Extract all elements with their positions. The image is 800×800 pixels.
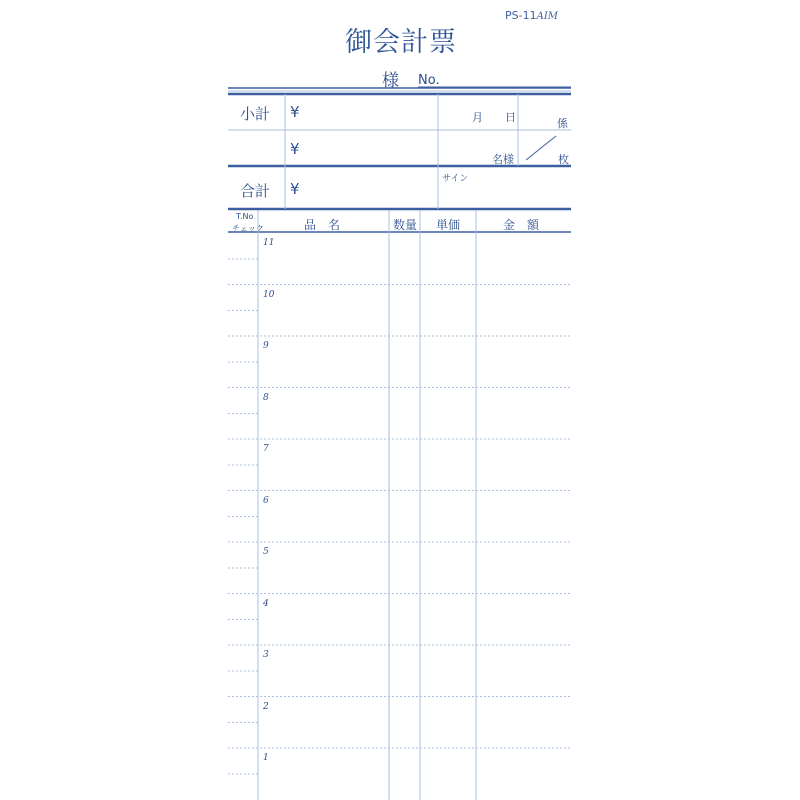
guests-label: 名様 [492,153,514,166]
column-item-name: 品 名 [304,218,341,232]
subtotal-yen: ¥ [290,103,300,121]
month-label: 月 [472,111,483,124]
row-number: 10 [263,289,275,300]
form-code: PS-11AIM [505,9,559,22]
sign-label: サイン [442,174,469,184]
row-number: 11 [263,238,275,248]
column-amount: 金 額 [503,218,540,232]
row-number: 8 [263,392,269,403]
page-title: 御会計票 [345,27,457,58]
staff-diagonal [526,136,556,160]
row-number: 4 [263,598,269,609]
row-number: 7 [263,444,269,454]
customer-honorific: 様 [382,71,399,91]
receipt-number-label: No. [418,73,440,88]
second-yen: ¥ [290,140,300,158]
total-yen: ¥ [290,180,300,198]
table-number-label: T.No [236,212,254,221]
row-number: 6 [263,495,269,506]
check-label: チェック [232,224,264,233]
column-quantity: 数量 [393,218,418,232]
maker-logo: AIM [536,11,559,22]
subtotal-label: 小計 [240,105,271,123]
row-number: 1 [263,753,269,763]
row-number: 2 [263,701,269,712]
row-number: 5 [263,547,269,557]
total-label: 合計 [240,182,271,200]
sheets-label: 枚 [558,153,569,166]
row-number: 3 [263,650,269,660]
row-number: 9 [263,341,269,351]
day-label: 日 [505,111,516,124]
column-unit-price: 単価 [436,218,461,232]
staff-label: 係 [557,117,568,130]
